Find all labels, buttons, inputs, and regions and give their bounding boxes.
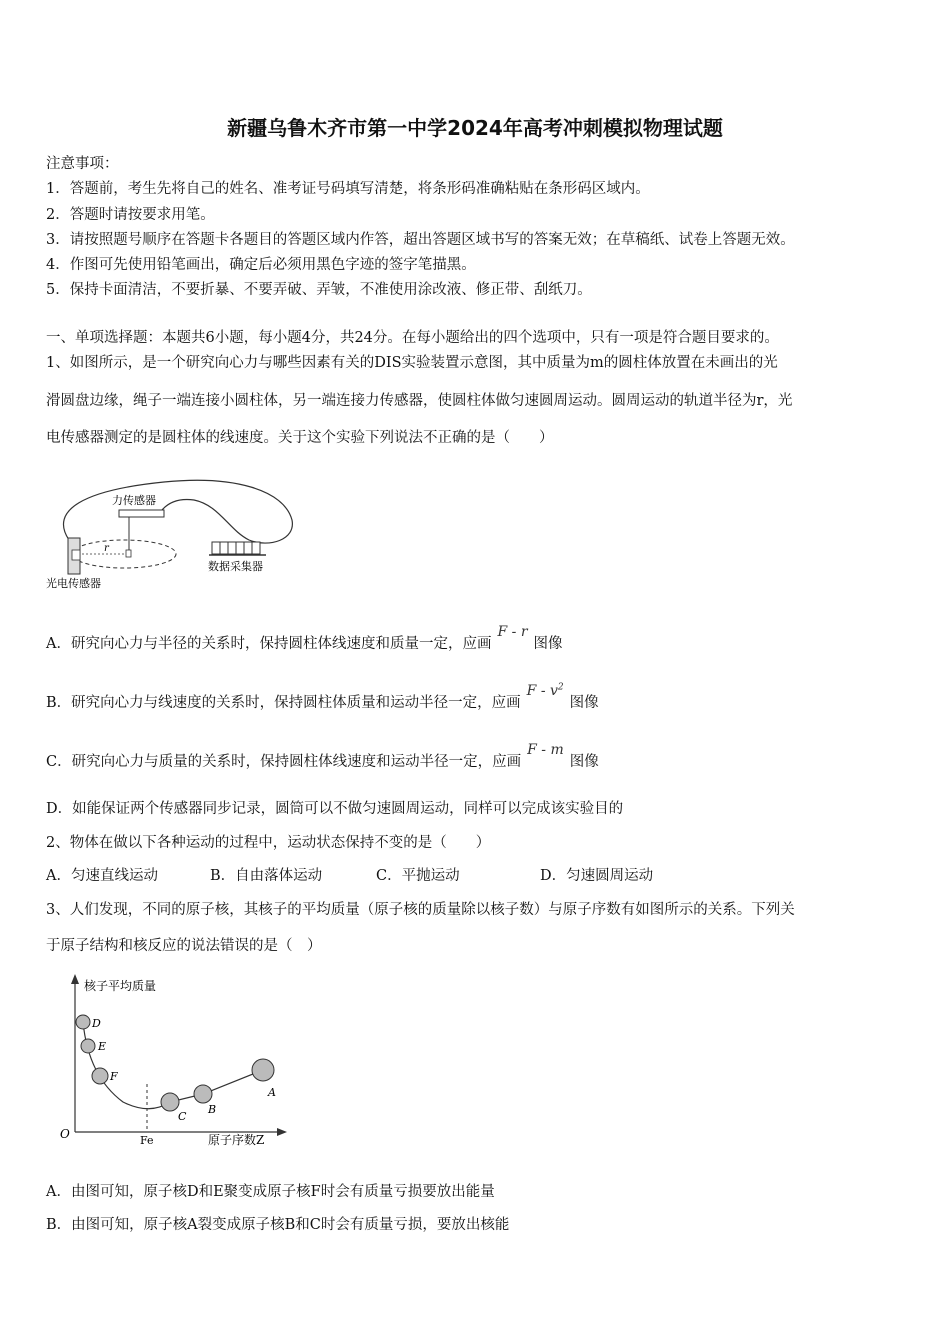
math-expr: F - m [527, 742, 564, 758]
q3-stem-line: 于原子结构和核反应的说法错误的是（ ） [46, 938, 322, 954]
data-collector-label: 数据采集器 [208, 560, 263, 573]
q1-option-a: A．研究向心力与半径的关系时，保持圆柱体线速度和质量一定，应画F - r图像 [46, 624, 563, 652]
force-sensor-label: 力传感器 [112, 494, 156, 507]
q3-option-b: B．由图可知，原子核A裂变成原子核B和C时会有质量亏损，要放出核能 [46, 1217, 510, 1233]
force-sensor-body [119, 510, 164, 517]
point-b [194, 1085, 212, 1103]
q1-stem-line: 电传感器测定的是圆柱体的线速度。关于这个实验下列说法不正确的是（ ） [46, 430, 554, 446]
point-d [76, 1015, 90, 1029]
point-label-e: E [98, 1040, 107, 1053]
q1-stem-line: 1、如图所示，是一个研究向心力与哪些因素有关的DIS实验装置示意图，其中质量为m的圆柱体放置在未画出的光 [46, 355, 778, 371]
math-expr: F - r [497, 624, 528, 640]
math-expr: F - $v^2$ [526, 682, 564, 699]
q1-stem-line: 滑圆盘边缘，绳子一端连接小圆柱体，另一端连接力传感器，使圆柱体做匀速圆周运动。圆周运动的轨道半径为r，光 [46, 393, 793, 409]
notice-item: 4．作图可先使用铅笔画出，确定后必须用黑色字迹的签字笔描黑。 [46, 257, 476, 273]
q2-option: C．平抛运动 [376, 868, 460, 884]
q2-option: A．匀速直线运动 [46, 868, 158, 884]
notice-item: 3．请按照题号顺序在答题卡各题目的答题区域内作答，超出答题区域书写的答案无效；在草稿纸、试卷上答题无效。 [46, 232, 795, 248]
q2-option: B．自由落体运动 [210, 868, 323, 884]
q2-option: D．匀速圆周运动 [540, 868, 654, 884]
point-label-c: C [178, 1110, 187, 1123]
q3-stem-line: 3、人们发现，不同的原子核，其核子的平均质量（原子核的质量除以核子数）与原子序数有如图所示的关系。下列关 [46, 902, 795, 918]
point-f [92, 1068, 108, 1084]
section-heading: 一、单项选择题：本题共6小题，每小题4分，共24分。在每小题给出的四个选项中，只有一项是符合题目要求的。 [46, 330, 779, 346]
origin-label: O [60, 1127, 70, 1141]
x-axis-label: 原子序数Z [208, 1133, 265, 1147]
point-label-b: B [208, 1103, 217, 1116]
point-a [252, 1059, 274, 1081]
point-c [161, 1093, 179, 1111]
point-label-d: D [92, 1017, 101, 1030]
point-label-a: A [268, 1086, 276, 1099]
notice-item: 5．保持卡面清洁，不要折暴、不要弄破、弄皱，不准使用涂改液、修正带、刮纸刀。 [46, 282, 592, 298]
y-axis-label: 核子平均质量 [84, 979, 157, 993]
q3-option-a: A．由图可知，原子核D和E聚变成原子核F时会有质量亏损要放出能量 [46, 1184, 495, 1200]
radius-label: r [104, 543, 109, 554]
q2-stem: 2、物体在做以下各种运动的过程中，运动状态保持不变的是（ ） [46, 835, 491, 851]
q3-binding-graph [58, 972, 298, 1152]
page-title: 新疆乌鲁木齐市第一中学2024年高考冲刺模拟物理试题 [227, 116, 723, 140]
point-label-f: F [110, 1070, 118, 1083]
notice-item: 1．答题前，考生先将自己的姓名、准考证号码填写清楚，将条形码准确粘贴在条形码区域内。 [46, 181, 650, 197]
point-e [81, 1039, 95, 1053]
q1-option-b: B．研究向心力与线速度的关系时，保持圆柱体质量和运动半径一定，应画F - $v^2$图像 [46, 682, 599, 711]
q1-option-c: C．研究向心力与质量的关系时，保持圆柱体线速度和运动半径一定，应画F - m图像 [46, 742, 599, 770]
q1-option-d: D．如能保证两个传感器同步记录，圆筒可以不做匀速圆周运动，同样可以完成该实验目的 [46, 801, 624, 817]
notice-item: 2．答题时请按要求用笔。 [46, 207, 215, 223]
notice-heading: 注意事项： [46, 156, 119, 172]
q1-apparatus-figure [44, 470, 304, 595]
fe-label: Fe [140, 1134, 154, 1147]
photo-sensor-label: 光电传感器 [46, 577, 101, 590]
